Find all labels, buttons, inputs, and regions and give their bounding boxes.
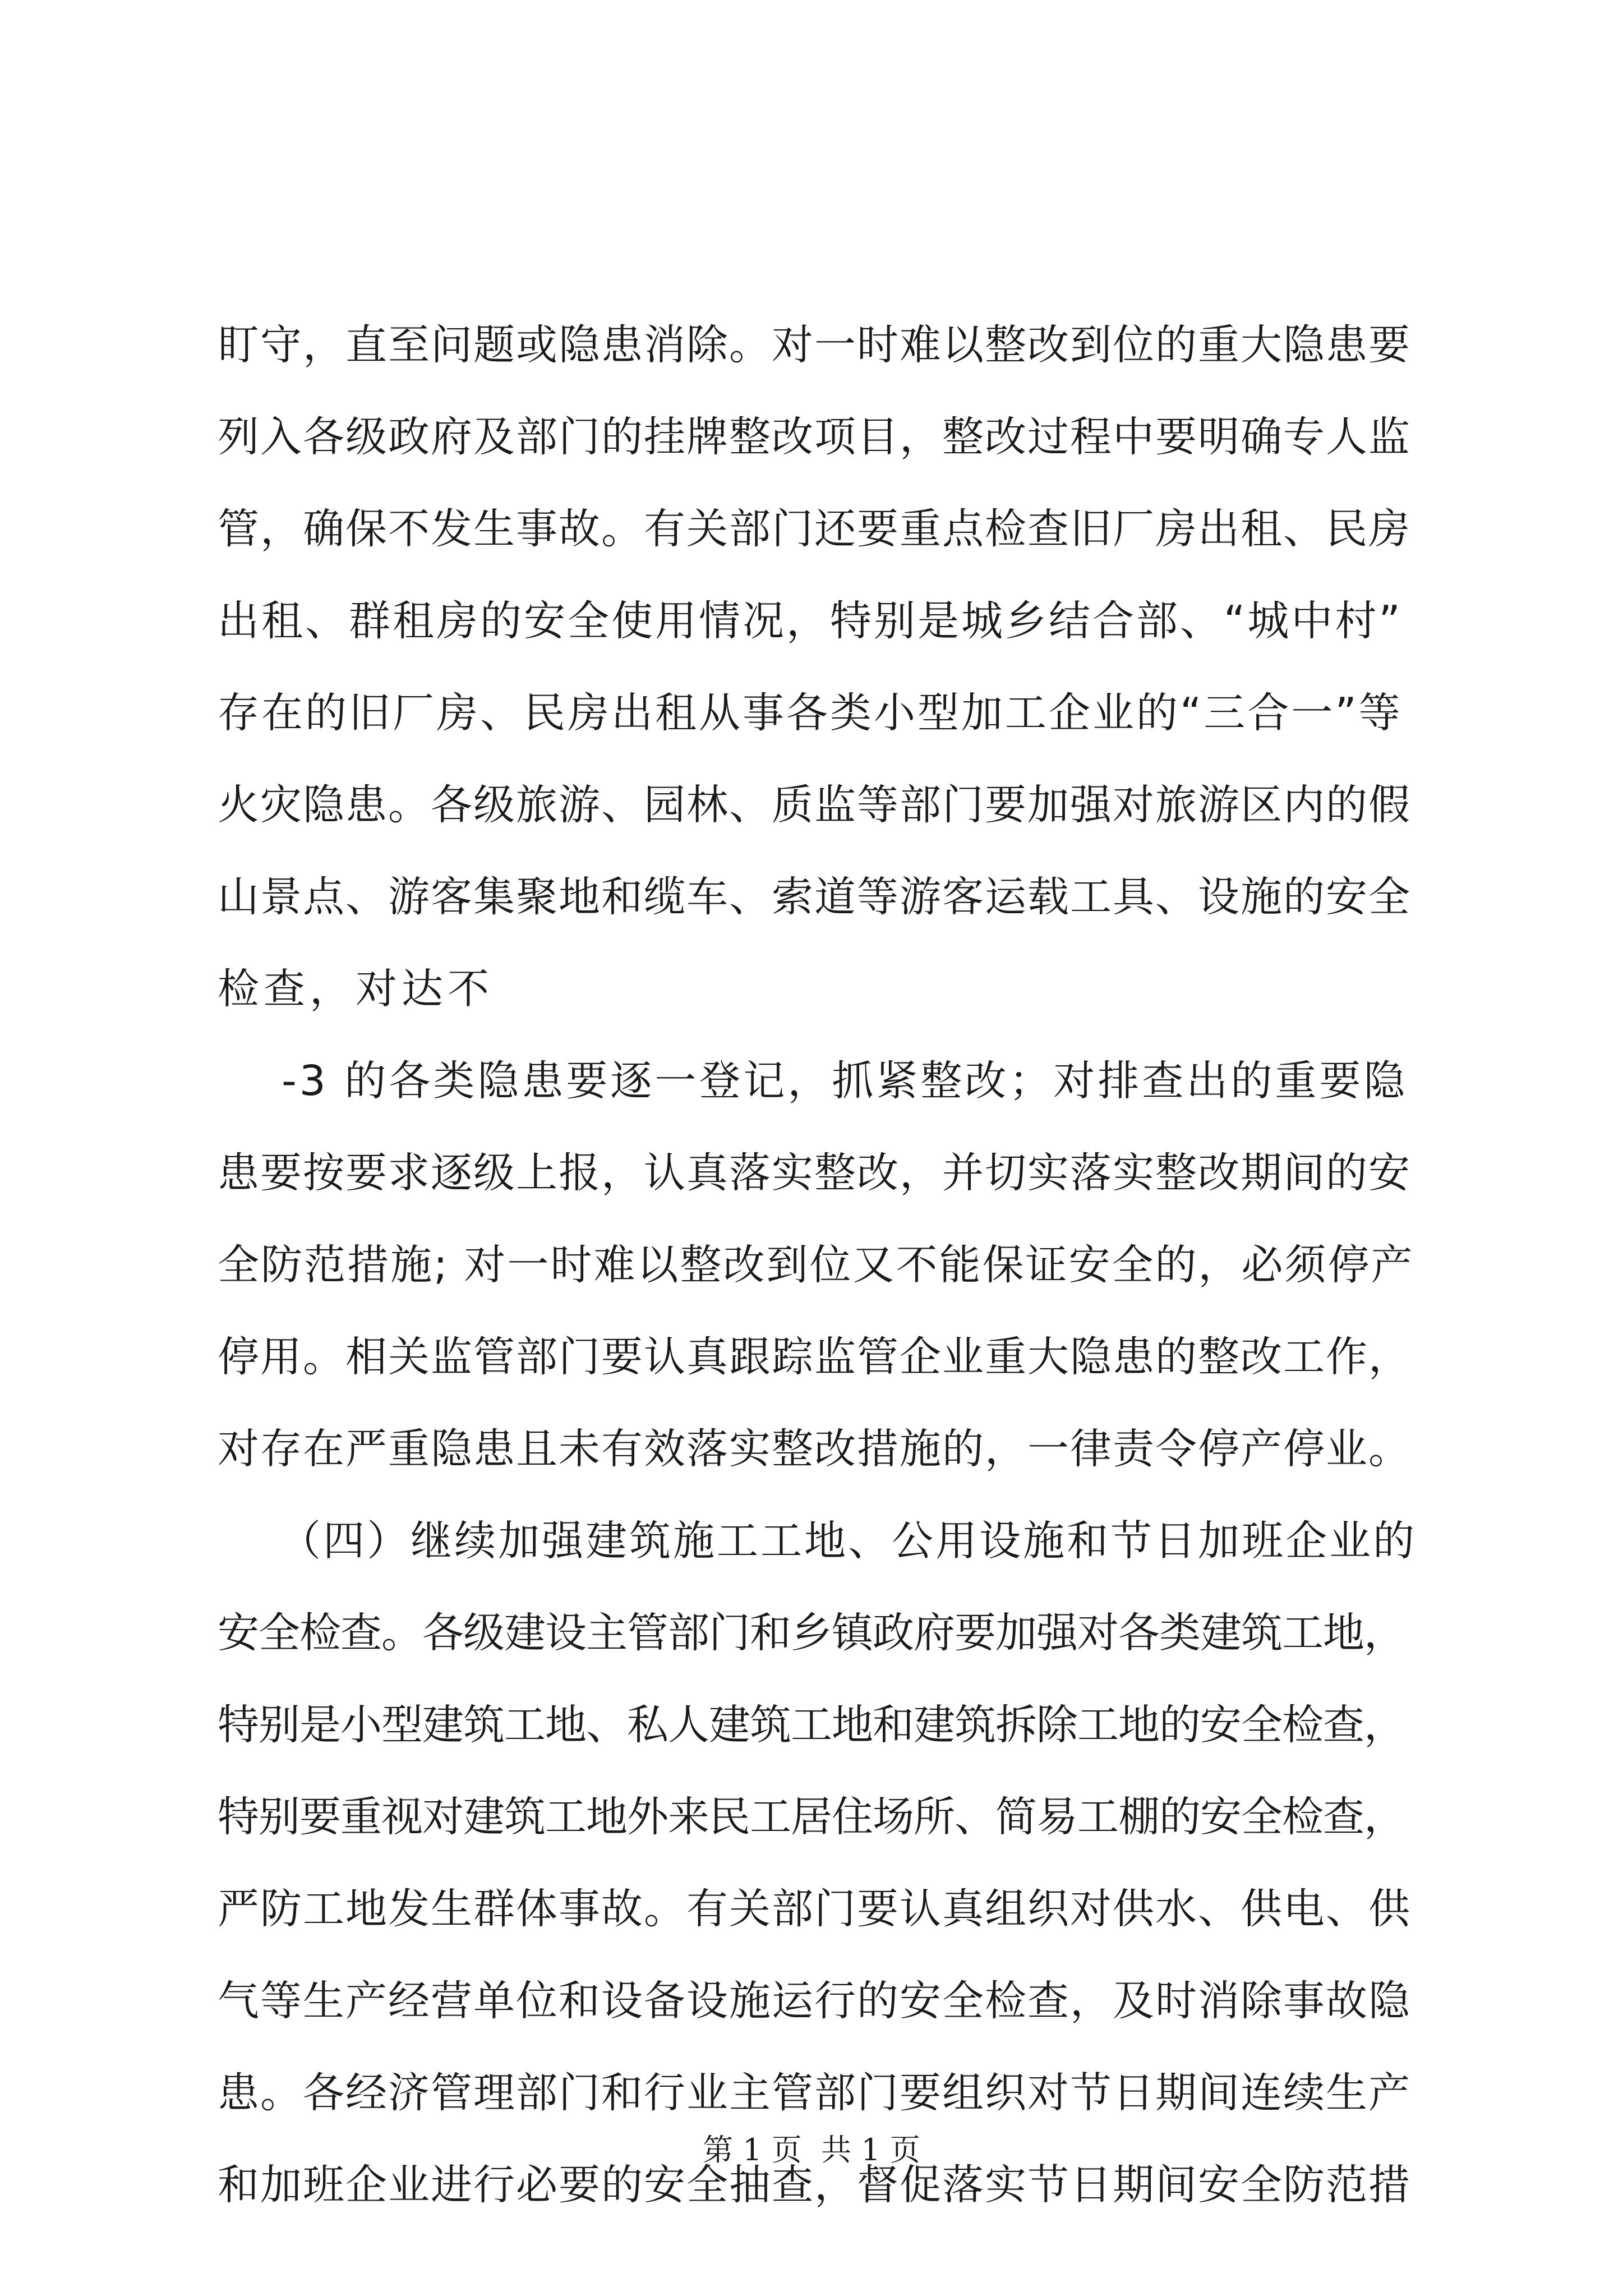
text-line: 特别要重视对建筑工地外来民工居住场所、简易工棚的安全检查，	[218, 1793, 1405, 1841]
text-line: 检查，对达不	[218, 965, 494, 1013]
text-line: 山景点、游客集聚地和缆车、索道等游客运载工具、设施的安全	[218, 873, 1411, 921]
text-line: 患。各经济管理部门和行业主管部门要组织对节日期间连续生产	[218, 2069, 1411, 2117]
text-line: 盯守，直至问题或隐患消除。对一时难以整改到位的重大隐患要	[218, 321, 1411, 369]
text-line: 存在的旧厂房、民房出租从事各类小型加工企业的“三合一”等	[218, 689, 1403, 737]
text-line: 停用。相关监管部门要认真跟踪监管企业重大隐患的整改工作，	[218, 1333, 1411, 1381]
text-line: 患要按要求逐级上报，认真落实整改，并切实落实整改期间的安	[218, 1149, 1411, 1197]
text-line: 对存在严重隐患且未有效落实整改措施的，一律责令停产停业。	[218, 1425, 1411, 1473]
text-line: 特别是小型建筑工地、私人建筑工地和建筑拆除工地的安全检查，	[218, 1701, 1405, 1749]
text-line: 和加班企业进行必要的安全抽查，督促落实节日期间安全防范措	[218, 2161, 1411, 2209]
text-line: 管，确保不发生事故。有关部门还要重点检查旧厂房出租、民房	[218, 505, 1411, 553]
page-footer	[0, 2126, 1623, 2169]
text-line: 严防工地发生群体事故。有关部门要认真组织对供水、供电、供	[218, 1885, 1411, 1933]
text-line: 气等生产经营单位和设备设施运行的安全检查，及时消除事故隐	[218, 1977, 1411, 2025]
text-line: 安全检查。各级建设主管部门和乡镇政府要加强对各类建筑工地，	[218, 1609, 1405, 1657]
page-number-label: 第 1 页 共 1 页	[703, 2132, 920, 2168]
text-line: 列入各级政府及部门的挂牌整改项目，整改过程中要明确专人监	[218, 413, 1411, 461]
text-line: -3 的各类隐患要逐一登记，抓紧整改；对排查出的重要隐	[218, 1057, 1408, 1105]
text-line: 全防范措施; 对一时难以整改到位又不能保证安全的，必须停产	[218, 1241, 1414, 1289]
text-line: 出租、群租房的安全使用情况，特别是城乡结合部、“城中村”	[218, 597, 1403, 645]
text-line: （四）继续加强建筑施工工地、公用设施和节日加班企业的	[218, 1517, 1417, 1565]
text-line: 火灾隐患。各级旅游、园林、质监等部门要加强对旅游区内的假	[218, 781, 1411, 829]
